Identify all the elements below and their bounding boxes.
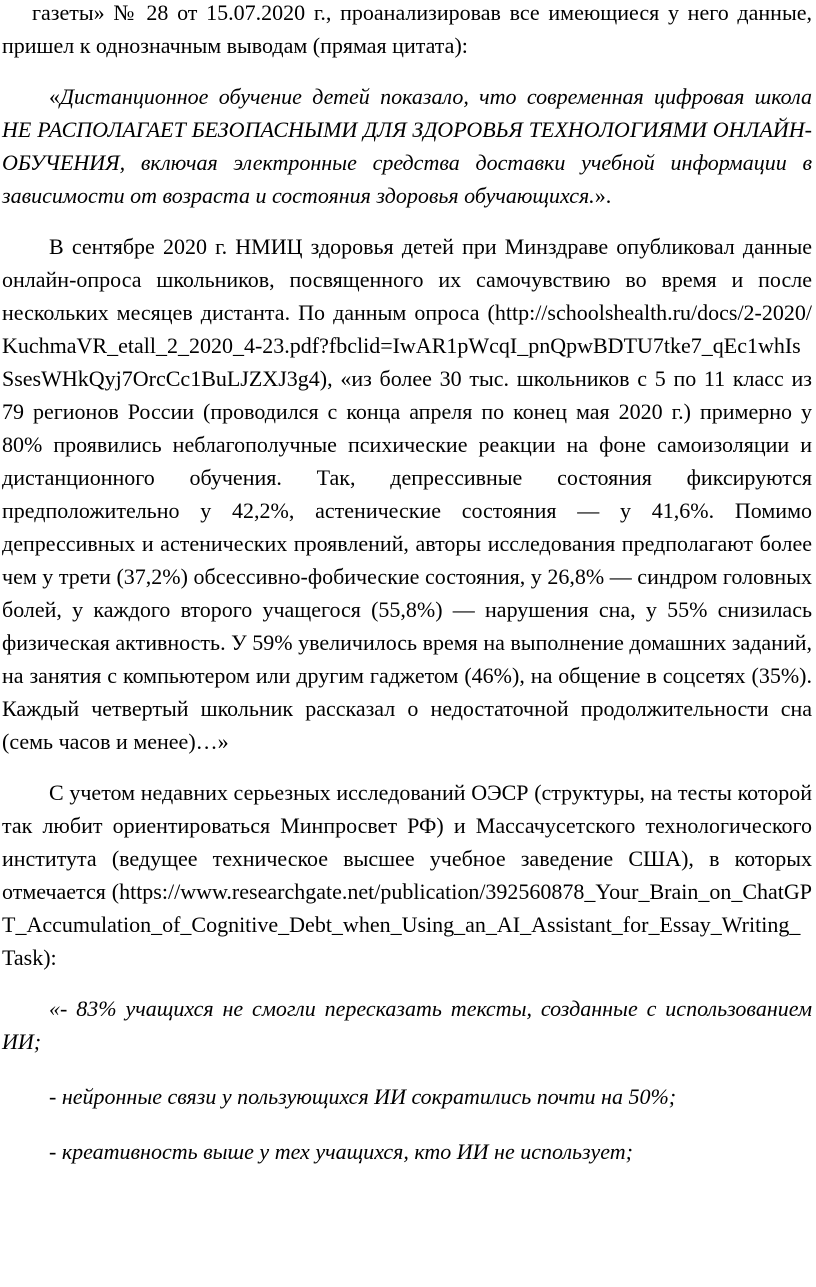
paragraph-intro: газеты» № 28 от 15.07.2020 г., проанализировав все имеющиеся у него данные, пришел к однозначным выводам (прямая цитата): xyxy=(2,0,812,58)
list-item: - нейронные связи у пользующихся ИИ сократились почти на 50%; xyxy=(49,1084,677,1109)
quote-close-mark: ». xyxy=(594,183,612,208)
quote-text: Дистанционное обучение детей показало, что современная цифровая школа НЕ РАСПОЛАГАЕТ БЕЗОПАСНЫМИ ДЛЯ ЗДОРОВЬЯ ТЕХНОЛОГИЯМИ ОНЛАЙН-ОБУЧЕНИЯ, включая электронные средства доставки учебной информации в зависимости от возраста и состояния здоровья обучающихся. xyxy=(2,84,812,208)
research-outro-text: ): xyxy=(43,945,57,970)
paragraph-research xyxy=(2,776,812,974)
research-intro-text: С учетом недавних серьезных исследований ОЭСР (структуры, на тесты которой так любит ориентироваться Минпросвет РФ) и Массачусетского технологического института (ведущее техническое высшее учебное заведение США), в которых отмечается ( xyxy=(2,780,812,904)
quote-block xyxy=(2,80,812,212)
research-source-link[interactable]: https://www.researchgate.net/publication/392560878_Your_Brain_on_ChatGPT_Accumulation_of_Cognitive_Debt_when_Using_an_AI_Assistant_for_Essay_Writing_Task xyxy=(2,879,812,970)
survey-body-text: ), «из более 30 тыс. школьников с 5 по 11 класс из 79 регионов России (проводился с конца апреля по конец мая 2020 г.) примерно у 80% проявились неблагополучные психические реакции на фоне самоизоляции и дистанционного обучения. Так, депрессивные состояния фиксируются предположительно у 42,2%, астенические состояния — у 41,6%. Помимо депрессивных и астенических проявлений, авторы исследования предполагают более чем у трети (37,2%) обсессивно-фобические состояния, у 26,8% — синдром головных болей, у каждого второго учащегося (55,8%) — нарушения сна, у 55% снизилась физическая активность. У 59% увеличилось время на выполнение домашних заданий, на занятия с компьютером или другим гаджетом (46%), на общение в соцсетях (35%). Каждый четвертый школьник рассказал о недостаточной продолжительности сна (семь часов и менее)…» xyxy=(2,366,812,754)
list-item: «- 83% учащихся не смогли пересказать тексты, созданные с использованием ИИ; xyxy=(2,996,812,1054)
list-item: - креативность выше у тех учащихся, кто ИИ не использует; xyxy=(49,1139,633,1164)
paragraph-survey xyxy=(2,230,812,758)
quote-open-mark: « xyxy=(49,84,60,109)
survey-intro-text: В сентябре 2020 г. НМИЦ здоровья детей при Минздраве опубликовал данные онлайн-опроса школьников, посвященного их самочувствию во время и после нескольких месяцев дистанта. По данным опроса ( xyxy=(2,234,812,325)
survey-source-link[interactable]: http://schoolshealth.ru/docs/2-2020/KuchmaVR_etall_2_2020_4-23.pdf?fbclid=IwAR1pWcqI_pnQpwBDTU7tke7_qEc1whIsSsesWHkQyj7OrcCc1BuLJZXJ3g4 xyxy=(2,300,812,391)
